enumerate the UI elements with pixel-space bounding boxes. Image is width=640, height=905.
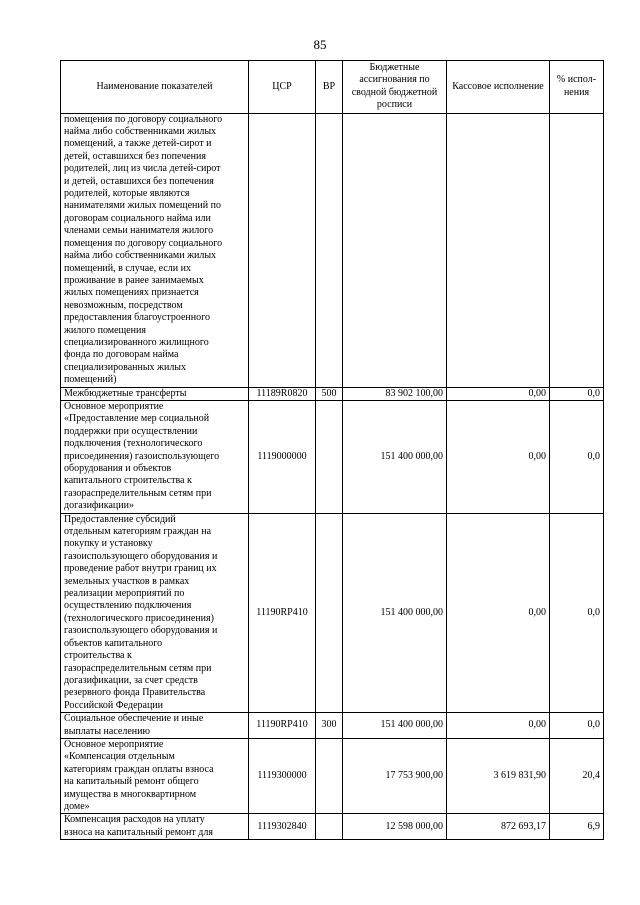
row-name: Межбюджетные трансферты [61, 387, 249, 400]
row-execution: 3 619 831,90 [447, 738, 550, 813]
table-row [61, 387, 604, 400]
row-allocation: 17 753 900,00 [343, 738, 447, 813]
row-percent: 0,0 [550, 387, 604, 400]
table-row [61, 814, 604, 840]
row-name: Социальное обеспечение и иные выплаты населению [61, 713, 249, 739]
row-vr [316, 400, 343, 513]
row-csr [249, 113, 316, 387]
row-name: Компенсация расходов на уплату взноса на капитальный ремонт для [61, 814, 249, 840]
row-percent [550, 113, 604, 387]
budget-execution-table [60, 60, 604, 840]
row-vr [316, 513, 343, 713]
header-percent: % испол-нения [550, 61, 604, 114]
header-vr: ВР [316, 61, 343, 114]
row-name: помещения по договору социального найма либо собственниками жилых помещений, а также детей-сирот и детей, оставшихся без попечения родителей, лиц из числа детей-сирот и детей, оставшихся без попечения родителей, которые являются нанимателями жилых помещений по договорам социального найма или членами семьи нанимателя жилого помещения по договору социального найма либо собственниками жилых помещений, в случае, если их проживание в ранее занимаемых жилых помещениях признается невозможным, посредством предоставления благоустроенного жилого помещения специализированного жилищного фонда по договорам найма специализированных жилых помещений) [61, 113, 249, 387]
table-row [61, 513, 604, 713]
row-execution: 0,00 [447, 400, 550, 513]
header-name: Наименование показателей [61, 61, 249, 114]
row-allocation: 151 400 000,00 [343, 713, 447, 739]
row-percent: 6,9 [550, 814, 604, 840]
header-execution: Кассовое исполнение [447, 61, 550, 114]
row-allocation: 151 400 000,00 [343, 513, 447, 713]
row-vr [316, 738, 343, 813]
row-percent: 20,4 [550, 738, 604, 813]
row-execution [447, 113, 550, 387]
row-csr: 1119300000 [249, 738, 316, 813]
table-body [61, 113, 604, 840]
table-row [61, 738, 604, 813]
row-percent: 0,0 [550, 400, 604, 513]
row-vr: 300 [316, 713, 343, 739]
row-csr: 11190RP410 [249, 713, 316, 739]
header-csr: ЦСР [249, 61, 316, 114]
table-row [61, 113, 604, 387]
row-name: Основное мероприятие «Компенсация отдельным категориям граждан оплаты взноса на капитальный ремонт общего имущества в многоквартирном доме» [61, 738, 249, 813]
row-allocation: 12 598 000,00 [343, 814, 447, 840]
table-row [61, 713, 604, 739]
row-allocation: 151 400 000,00 [343, 400, 447, 513]
table-row [61, 400, 604, 513]
row-execution: 0,00 [447, 513, 550, 713]
row-percent: 0,0 [550, 713, 604, 739]
row-allocation [343, 113, 447, 387]
row-execution: 872 693,17 [447, 814, 550, 840]
row-execution: 0,00 [447, 387, 550, 400]
row-execution: 0,00 [447, 713, 550, 739]
row-csr: 11190RP410 [249, 513, 316, 713]
row-allocation: 83 902 100,00 [343, 387, 447, 400]
row-name: Основное мероприятие «Предоставление мер социальной поддержки при осуществлении подключения (технологического присоединения) газоиспользующего оборудования и объектов капитального строительства к газораспределительным сетям при догазификации» [61, 400, 249, 513]
row-percent: 0,0 [550, 513, 604, 713]
row-vr: 500 [316, 387, 343, 400]
table-header [61, 61, 604, 114]
row-vr [316, 814, 343, 840]
page-number: 85 [313, 37, 327, 52]
row-csr: 11189R0820 [249, 387, 316, 400]
row-name: Предоставление субсидий отдельным категориям граждан на покупку и установку газоиспользующего оборудования и проведение работ внутри границ их земельных участков в рамках реализации мероприятий по осуществлению подключения (технологического присоединения) газоиспользующего оборудования и объектов капитального строительства к газораспределительным сетям при догазификации, за счет средств резервного фонда Правительства Российской Федерации [61, 513, 249, 713]
row-csr: 1119000000 [249, 400, 316, 513]
row-csr: 1119302840 [249, 814, 316, 840]
header-allocations: Бюджетные ассигнования по сводной бюджетной росписи [343, 61, 447, 114]
row-vr [316, 113, 343, 387]
